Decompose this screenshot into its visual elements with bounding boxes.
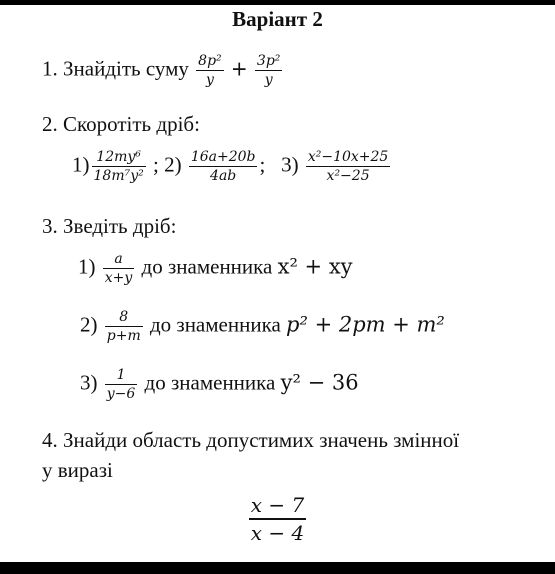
task-3-fraction-2 [105, 308, 143, 345]
task-3-item-1 [78, 250, 353, 287]
fraction-denominator: x − 4 [250, 520, 305, 545]
target-denominator: y² − 36 [280, 370, 359, 395]
task-1-text: 1. Знайдіть суму [42, 56, 189, 81]
plus-sign: + [230, 56, 248, 81]
fraction-numerator: a [114, 251, 123, 267]
task-1-fraction-2 [255, 52, 282, 89]
fraction-denominator: 4ab [210, 168, 237, 185]
task-4-line-2: у виразі [42, 458, 113, 482]
task-3-item-2 [80, 308, 445, 345]
task-2-fraction-2 [189, 148, 258, 185]
task-4-expression [0, 492, 555, 546]
fraction-denominator: y [205, 72, 214, 89]
task-3-heading: 3. Зведіть дріб: [42, 214, 177, 238]
fraction-numerator: 8 [119, 309, 129, 325]
item-label: 1) [78, 254, 96, 279]
fraction-numerator: 3p² [256, 53, 281, 69]
task-4-fraction [249, 492, 306, 546]
bottom-border [0, 562, 555, 574]
item-text: до знаменника [141, 254, 273, 279]
fraction-numerator: x²−10x+25 [307, 149, 389, 165]
item-text: до знаменника [149, 312, 281, 337]
variant-title: Варіант 2 [232, 7, 323, 31]
fraction-numerator: 16a+20b [190, 149, 256, 165]
task-3-item-3 [80, 366, 359, 403]
fraction-denominator: y [264, 72, 273, 89]
task-2-fraction-3 [306, 148, 391, 185]
fraction-numerator: x − 7 [250, 493, 305, 517]
target-denominator: x² + xy [277, 254, 353, 279]
fraction-numerator: 1 [116, 367, 126, 383]
task-1-fraction-1 [196, 52, 223, 89]
item-text: до знаменника [144, 370, 276, 395]
task-2-heading: 2. Скоротіть дріб: [42, 112, 200, 136]
top-border [0, 0, 555, 5]
fraction-denominator: x²−25 [326, 168, 370, 185]
task-2-fractions [72, 148, 392, 185]
item-label: 3) [80, 370, 98, 395]
task-2-fraction-1 [92, 148, 146, 185]
fraction-denominator: p+m [106, 328, 141, 345]
task-1 [42, 52, 284, 89]
task-3-fraction-1 [103, 250, 135, 287]
item-label: 2) [80, 312, 98, 337]
fraction-denominator: x+y [104, 270, 133, 287]
item-label: 3) [281, 152, 299, 177]
fraction-denominator: 18m⁷y² [93, 168, 144, 185]
fraction-numerator: 8p² [198, 53, 222, 69]
fraction-denominator: y−6 [106, 386, 136, 403]
item-label: 1) [72, 152, 90, 177]
item-label: ; 2) [152, 152, 182, 177]
fraction-numerator: 12my⁶ [96, 149, 141, 165]
task-4-line-1: 4. Знайди область допустимих значень змінної [42, 428, 460, 452]
separator: ; [259, 152, 266, 177]
task-3-fraction-3 [105, 366, 138, 403]
target-denominator: p² + 2pm + m² [286, 312, 445, 337]
